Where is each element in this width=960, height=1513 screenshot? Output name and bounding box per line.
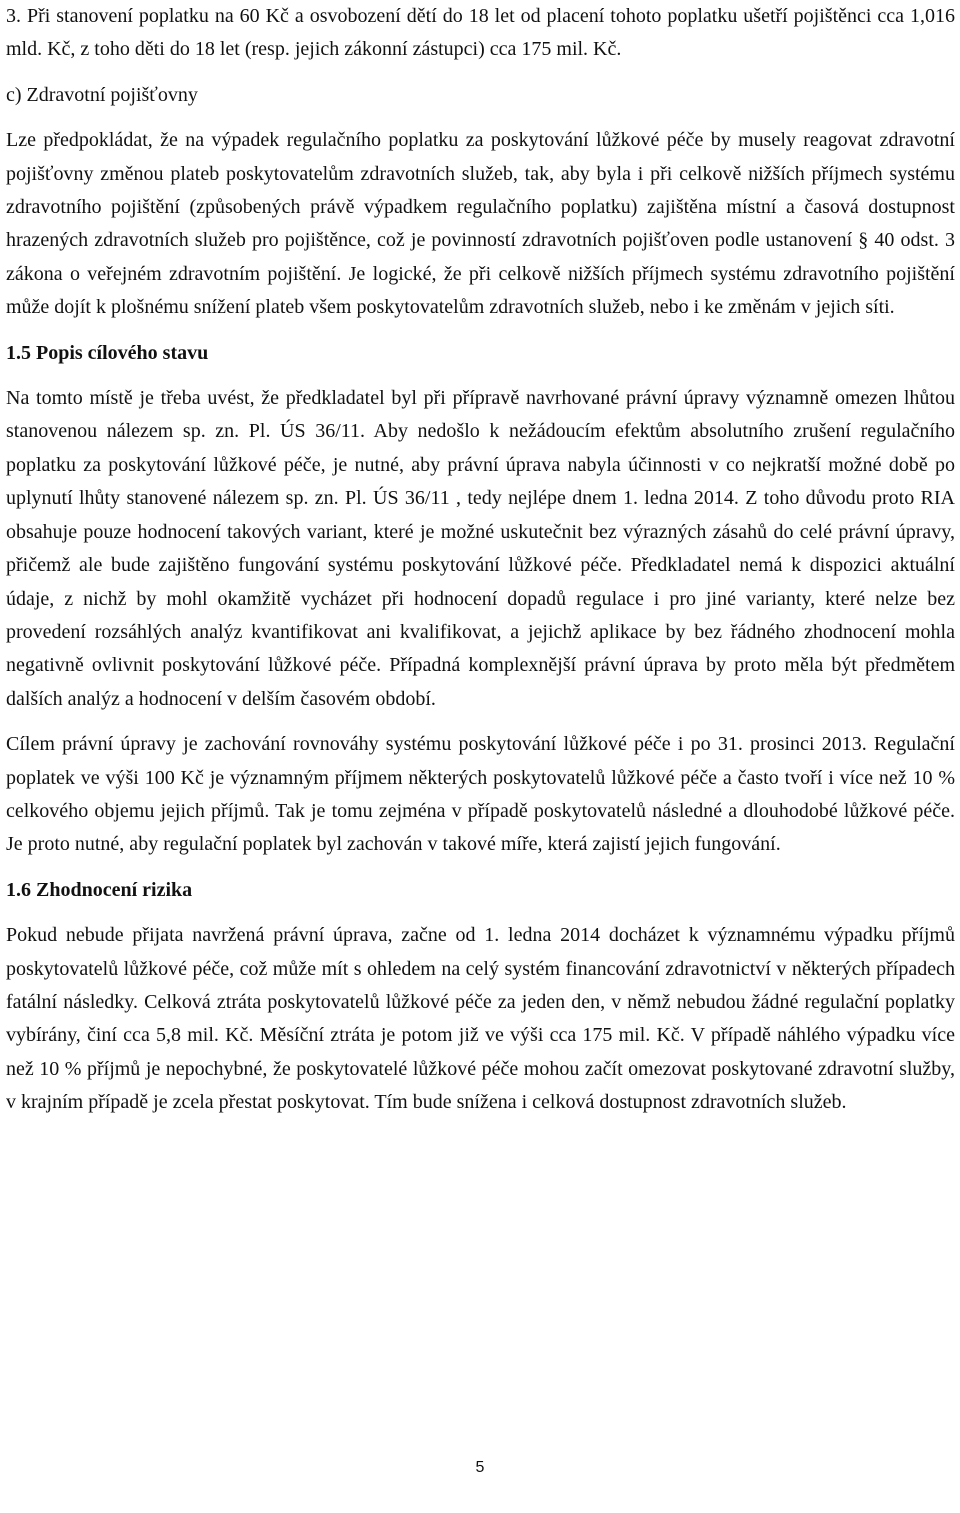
section-1-5-heading: 1.5 Popis cílového stavu <box>6 341 209 364</box>
list-item-3: 3. Při stanovení poplatku na 60 Kč a osvobození dětí do 18 let od placení tohoto poplatku ušetří pojištěnci cca 1,016 mld. Kč, z toho děti do 18 let (resp. jejich zákonní zástupci) cca 175 mil. Kč. <box>6 5 955 61</box>
section-1-6-heading: 1.6 Zhodnocení rizika <box>6 878 193 901</box>
document-page <box>6 0 955 1120</box>
section-1-5-paragraph-2: Cílem právní úpravy je zachování rovnováhy systému poskytování lůžkové péče i po 31. prosinci 2013. Regulační poplatek ve výši 100 Kč je významným příjmem některých poskytovatelů lůžkové péče a často tvoří i více než 10 % celkového objemu jejich příjmů. Tak je tomu zejména v případě poskytovatelů následné a dlouhodobé lůžkové péče. Je proto nutné, aby regulační poplatek byl zachován v takové míře, která zajistí jejich fungování. <box>6 733 955 856</box>
section-1-5-paragraph-1: Na tomto místě je třeba uvést, že předkladatel byl při přípravě navrhované právní úpravy významně omezen lhůtou stanovenou nálezem sp. zn. Pl. ÚS 36/11. Aby nedošlo k nežádoucím efektům absolutního zrušení regulačního poplatku za poskytování lůžkové péče, je nutné, aby právní úprava nabyla účinnosti v co nejkratší možné době po uplynutí lhůty stanovené nálezem sp. zn. Pl. ÚS 36/11 , tedy nejlépe dnem 1. ledna 2014. Z toho důvodu proto RIA obsahuje pouze hodnocení takových variant, které je možné uskutečnit bez výrazných zásahů do celé právní úpravy, přičemž ale bude zajištěno fungování systému poskytování lůžkové péče. Předkladatel nemá k dispozici aktuální údaje, z nichž by mohl okamžitě vycházet při hodnocení dopadů regulace i pro jiné varianty, které nelze bez provedení rozsáhlých analýz kvantifikovat ani kvalifikovat, a jejichž aplikace by bez řádného zhodnocení mohla negativně ovlivnit poskytování lůžkové péče. Případná komplexnější právní úprava by proto měla být předmětem dalších analýz a hodnocení v delším časovém období. <box>6 387 955 710</box>
subsection-c-paragraph: Lze předpokládat, že na výpadek regulačního poplatku za poskytování lůžkové péče by musely reagovat zdravotní pojišťovny změnou plateb poskytovatelům zdravotních služeb, tak, aby byla i při celkově nižších příjmech systému zdravotního pojištění (způsobených právě výpadkem regulačního poplatku) zajištěna místní a časová dostupnost hrazených zdravotních služeb pro pojištěnce, což je povinností zdravotních pojišťoven podle ustanovení § 40 odst. 3 zákona o veřejném zdravotním pojištění. Je logické, že při celkově nižších příjmech systému zdravotního pojištění může dojít k plošnému snížení plateb všem poskytovatelům zdravotních služeb, nebo i ke změnám v jejich síti. <box>6 129 955 319</box>
subsection-c-title: c) Zdravotní pojišťovny <box>6 83 198 106</box>
page-number: 5 <box>475 1459 485 1476</box>
section-1-6-paragraph: Pokud nebude přijata navržená právní úprava, začne od 1. ledna 2014 docházet k významnému výpadku příjmů poskytovatelů lůžkové péče, což může mít s ohledem na celý systém financování zdravotnictví v některých případech fatální následky. Celková ztráta poskytovatelů lůžkové péče za jeden den, v němž nebudou žádné regulační poplatky vybírány, činí cca 5,8 mil. Kč. Měsíční ztráta je potom již ve výši cca 175 mil. Kč. V případě náhlého výpadku více než 10 % příjmů je nepochybné, že poskytovatelé lůžkové péče mohou začít omezovat poskytované zdravotní služby, v krajním případě je zcela přestat poskytovat. Tím bude snížena i celková dostupnost zdravotních služeb. <box>6 924 955 1114</box>
